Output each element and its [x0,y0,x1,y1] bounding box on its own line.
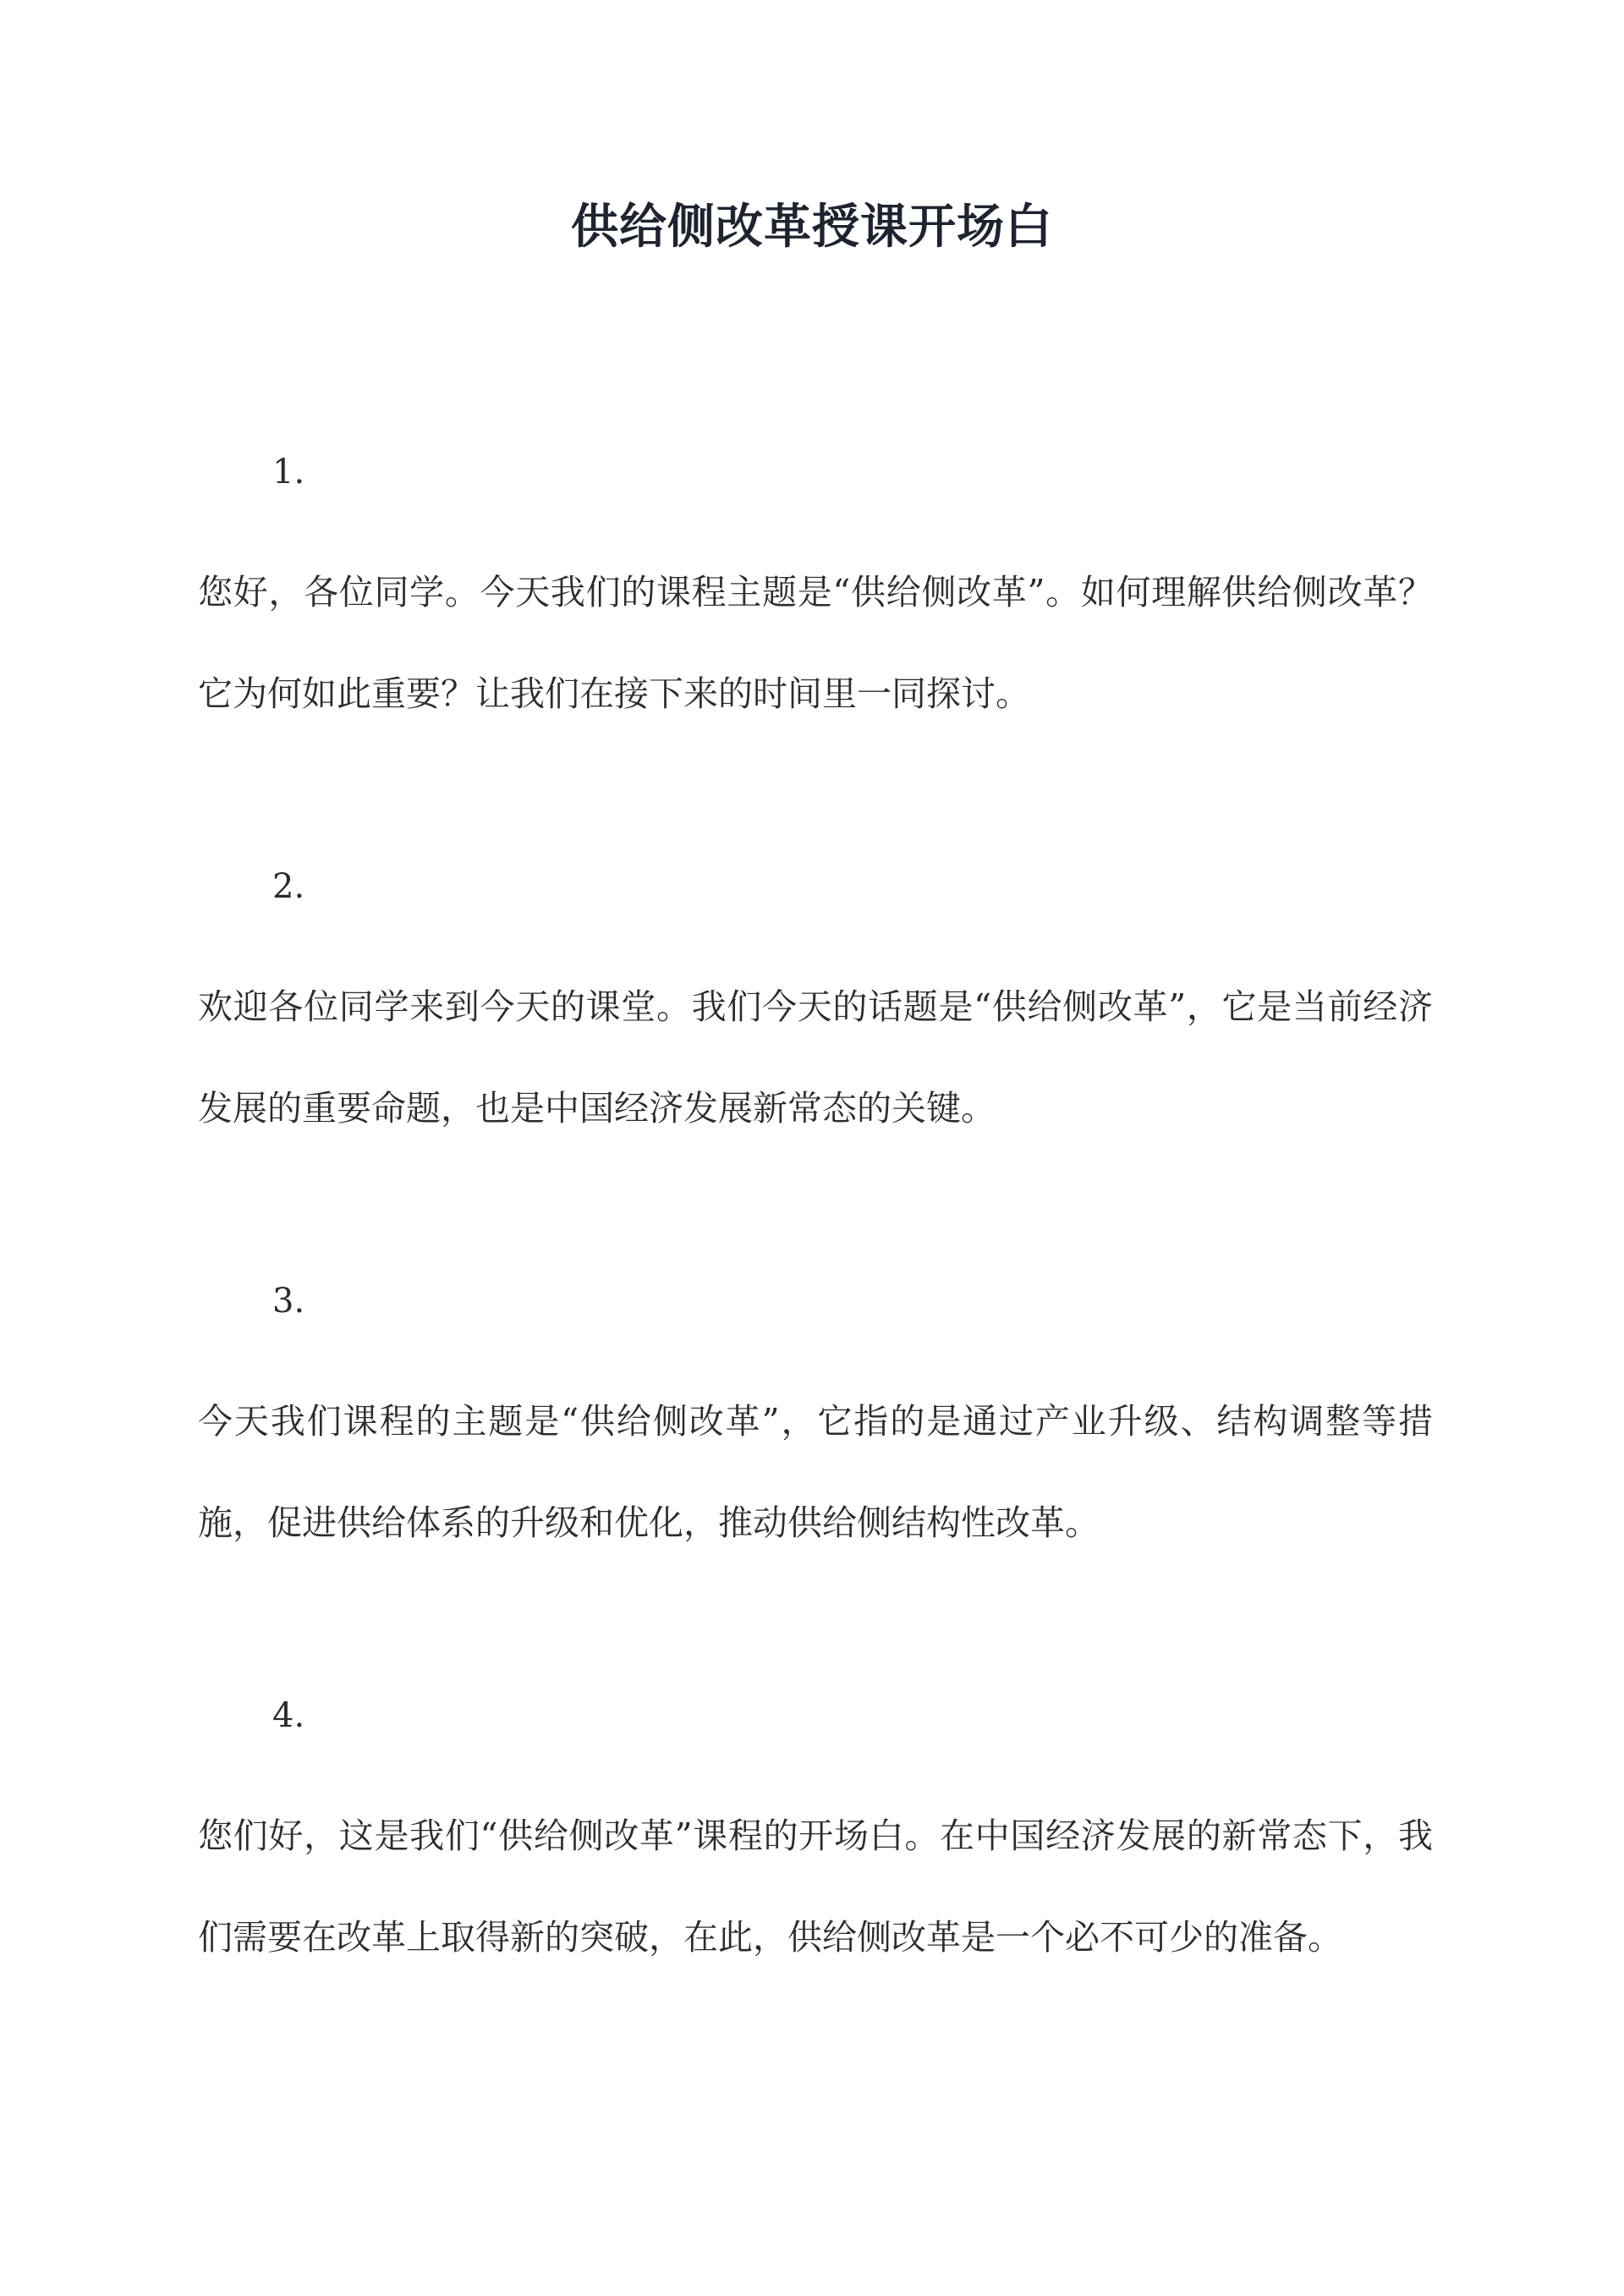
section-number: 2. [272,867,305,906]
section-number: 4. [272,1696,305,1735]
section-3 [198,1276,1433,1574]
section-number: 1. [272,453,305,492]
section-paragraph: 您好，各位同学。今天我们的课程主题是“供给侧改革”。如何理解供给侧改革？它为何如此重要？让我们在接下来的时间里一同探讨。 [198,572,1433,714]
section-1 [198,447,1433,744]
section-paragraph: 欢迎各位同学来到今天的课堂。我们今天的话题是“供给侧改革”，它是当前经济发展的重要命题，也是中国经济发展新常态的关键。 [198,986,1433,1129]
section-4 [198,1690,1433,1988]
section-number: 3. [272,1282,305,1321]
section-paragraph: 今天我们课程的主题是“供给侧改革”，它指的是通过产业升级、结构调整等措施，促进供给体系的升级和优化，推动供给侧结构性改革。 [198,1401,1433,1543]
section-2 [198,861,1433,1159]
section-paragraph: 您们好，这是我们“供给侧改革”课程的开场白。在中国经济发展的新常态下，我们需要在改革上取得新的突破，在此，供给侧改革是一个必不可少的准备。 [198,1815,1433,1958]
document-title: 供给侧改革授课开场白 [571,199,1053,255]
